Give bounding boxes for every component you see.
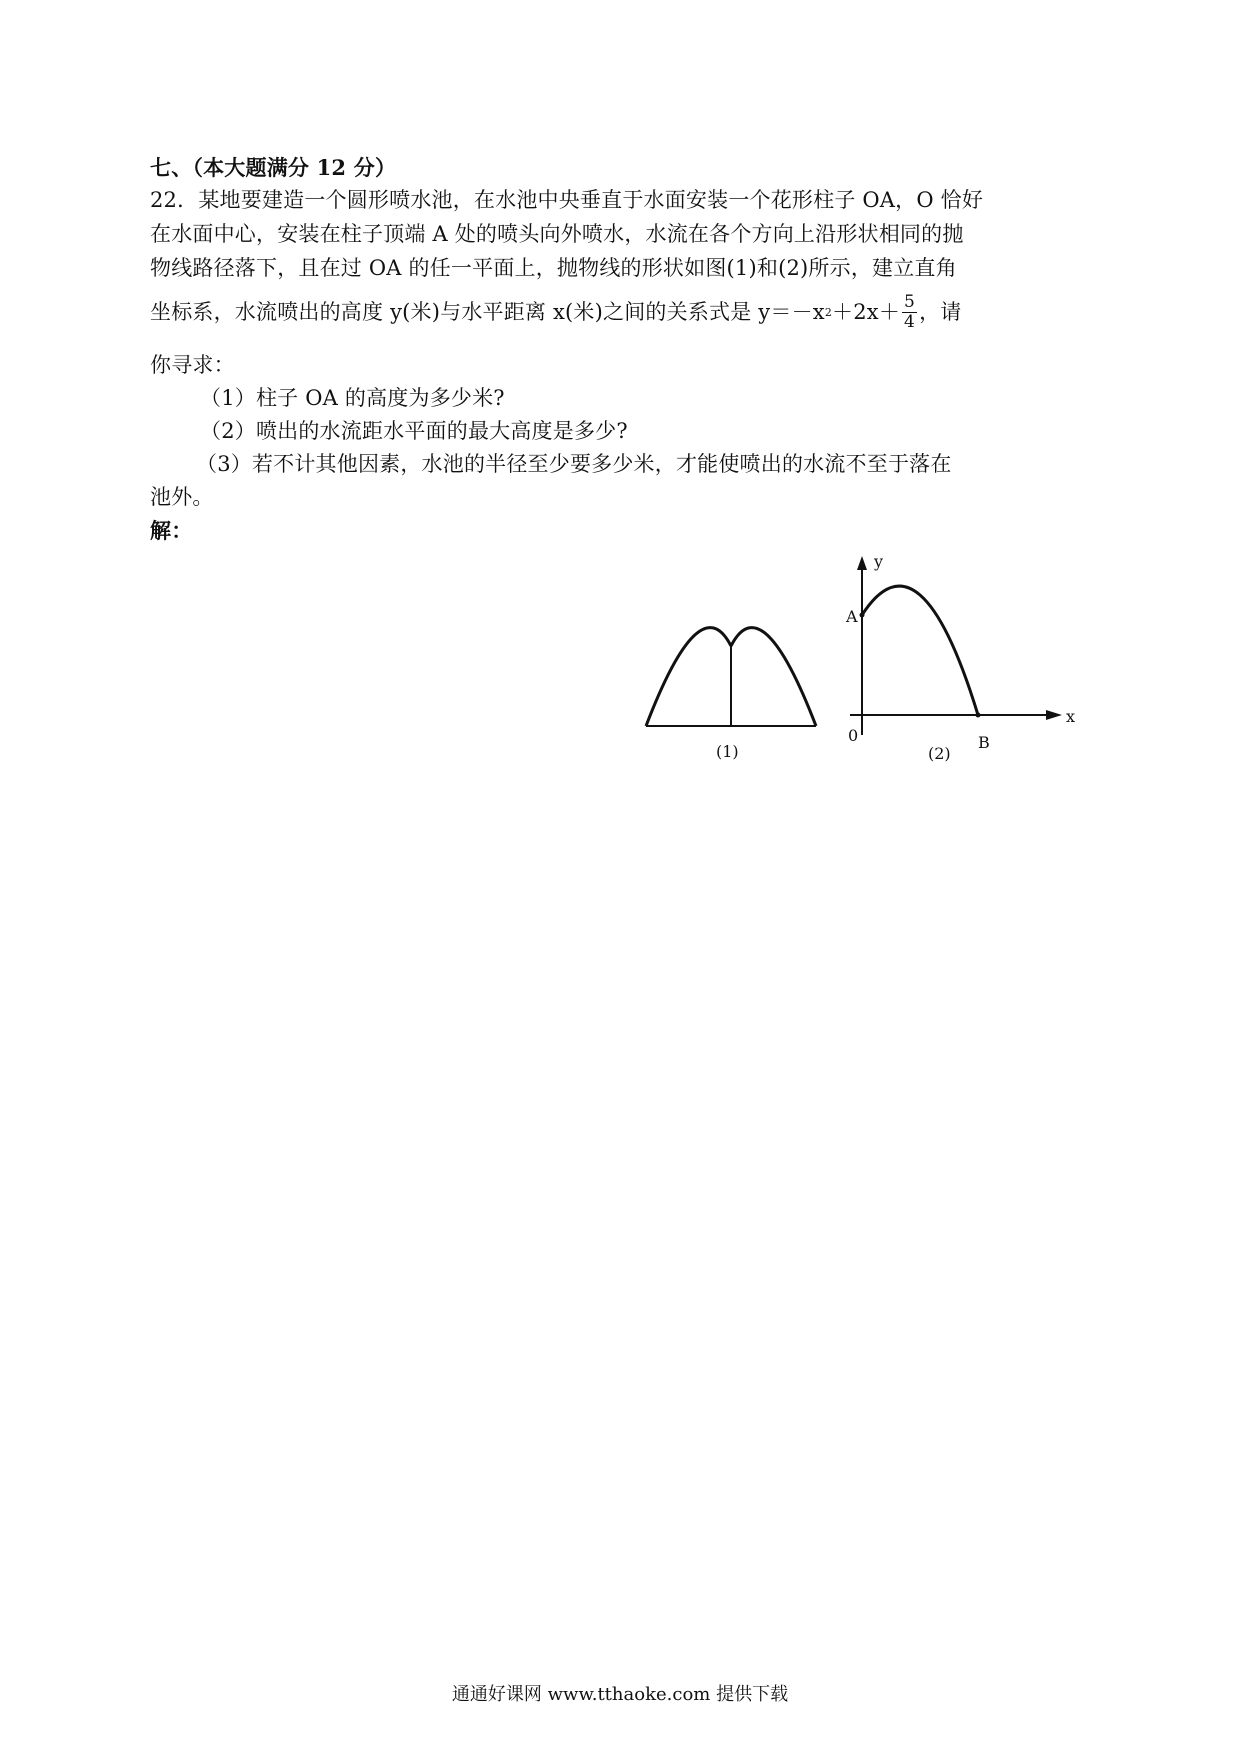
- figure-1-fountain-section: [640, 600, 820, 730]
- figure-2-caption: (2): [928, 744, 951, 763]
- parabola-curve: [862, 586, 978, 715]
- y-axis-arrow-icon: [857, 556, 867, 570]
- point-b: [976, 713, 981, 718]
- question-1: （1）柱子 OA 的高度为多少米?: [200, 386, 505, 410]
- figure-1-right-parabola: [731, 628, 816, 726]
- footer-text: 通通好课网 www.tthaoke.com 提供下载: [451, 1684, 789, 1705]
- problem-line-1: 22．某地要建造一个圆形喷水池，在水池中央垂直于水面安装一个花形柱子 OA，O 恰好: [150, 188, 984, 212]
- question-3-line-1: （3）若不计其他因素，水池的半径至少要多少米，才能使喷出的水流不至于落在: [196, 452, 952, 476]
- origin-label: 0: [848, 726, 859, 745]
- figure-1-caption: (1): [716, 742, 739, 761]
- fraction-numerator: 5: [904, 292, 916, 312]
- point-b-label: B: [978, 733, 990, 752]
- equation-exponent: 2: [824, 305, 833, 319]
- fraction-denominator: 4: [904, 311, 916, 332]
- point-a-label: A: [846, 607, 858, 626]
- section-heading: 七、（本大题满分 12 分）: [150, 155, 397, 180]
- figure-1-left-parabola: [646, 628, 731, 726]
- problem-line-3: 物线路径落下，且在过 OA 的任一平面上，抛物线的形状如图(1)和(2)所示，建立直角: [150, 256, 957, 280]
- problem-line-2: 在水面中心，安装在柱子顶端 A 处的喷头向外喷水，水流在各个方向上沿形状相同的抛: [150, 222, 964, 246]
- problem-line-5: 你寻求：: [150, 353, 235, 377]
- figure-2-coordinate-graph: [840, 550, 1080, 750]
- equation-suffix: ，请: [919, 299, 962, 324]
- y-axis-label: y: [874, 552, 884, 571]
- problem-line-4: [150, 293, 961, 331]
- x-axis-arrow-icon: [1046, 710, 1062, 720]
- x-axis-label: x: [1066, 707, 1076, 726]
- question-2: （2）喷出的水流距水平面的最大高度是多少?: [200, 419, 628, 443]
- point-a: [860, 613, 865, 618]
- fraction-five-fourths: [902, 293, 917, 331]
- equation-middle: ＋2x＋: [832, 299, 901, 324]
- answer-label: 解：: [150, 518, 193, 543]
- question-3-line-2: 池外。: [150, 485, 214, 509]
- equation-prefix: 坐标系，水流喷出的高度 y(米)与水平距离 x(米)之间的关系式是 y＝－x: [150, 299, 825, 324]
